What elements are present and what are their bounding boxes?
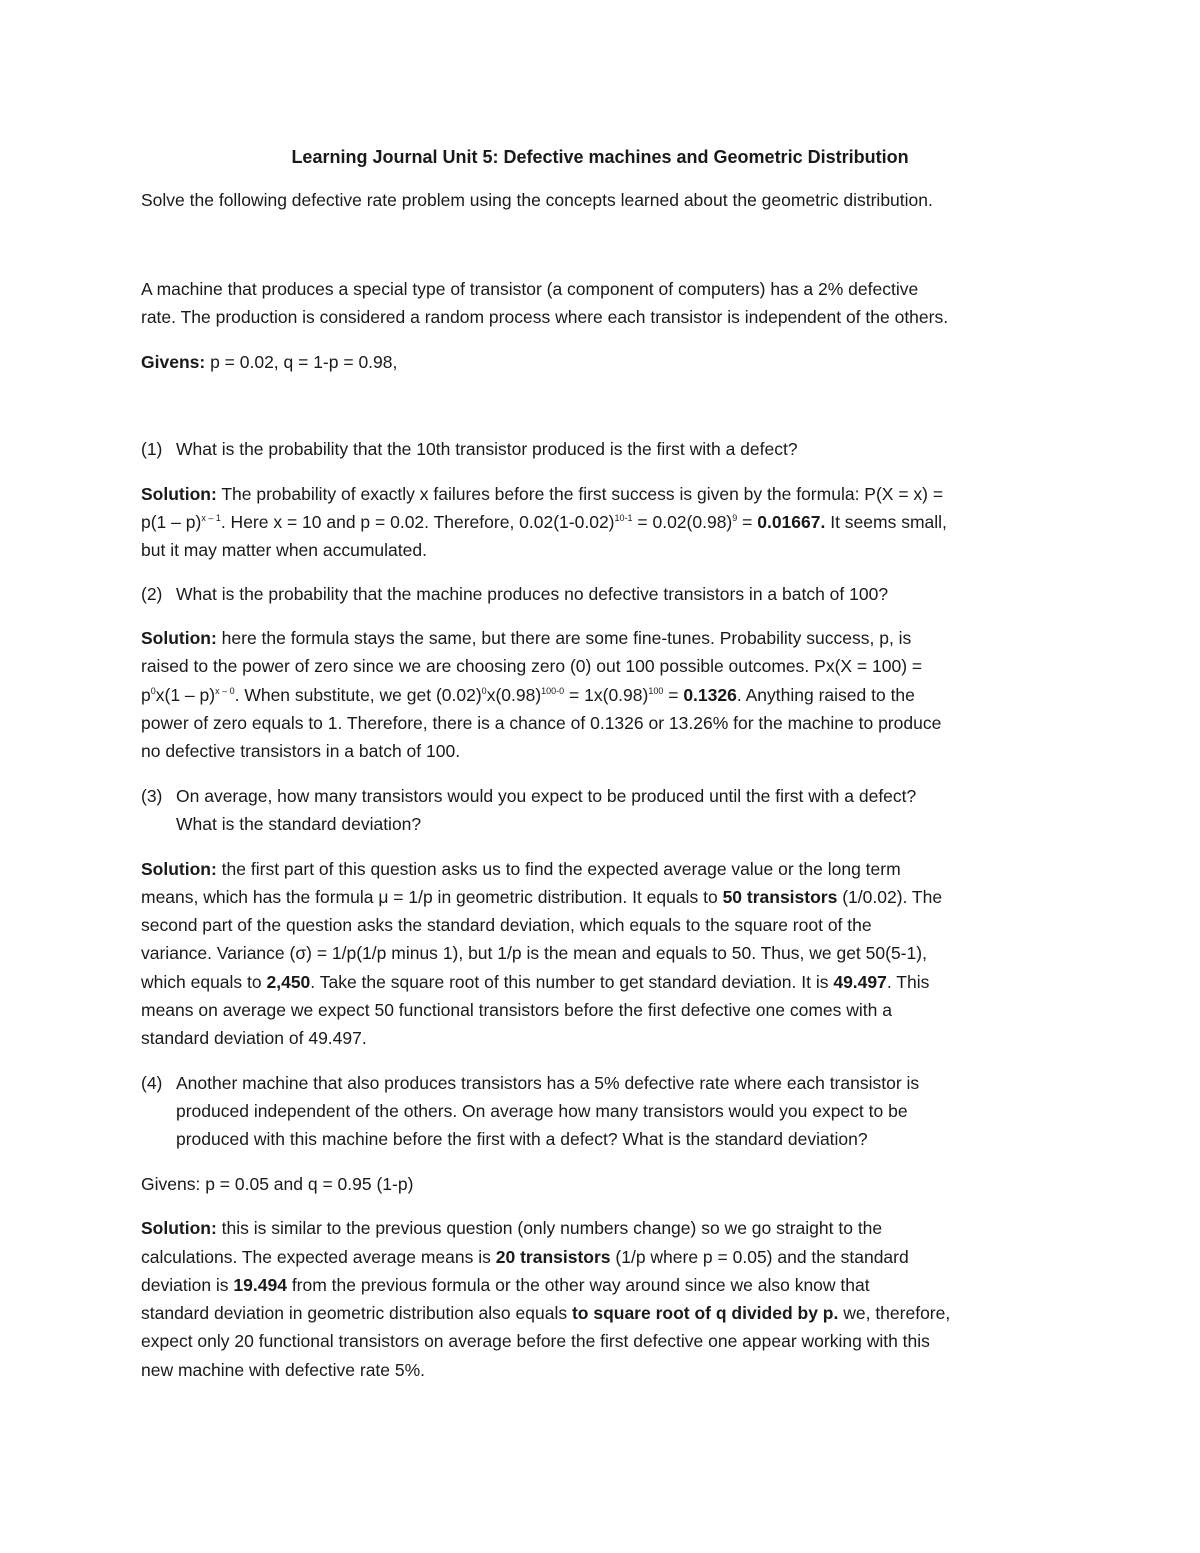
question-1-number: (1) bbox=[141, 439, 163, 459]
solution-3-label: Solution: bbox=[141, 859, 217, 879]
formula-text: p bbox=[141, 685, 151, 705]
answer-3-mean: 50 transistors bbox=[722, 887, 838, 907]
question-4-text-line-3: produced with this machine before the first with a defect? What is the standard deviation? bbox=[176, 1129, 868, 1149]
answer-1-value: 0.01667. bbox=[757, 512, 826, 532]
solution-2-line-3 bbox=[141, 687, 915, 705]
question-4-text-line-1: Another machine that also produces transistors has a 5% defective rate where each transistor is bbox=[176, 1073, 920, 1093]
solution-text: calculations. The expected average means is bbox=[141, 1247, 496, 1267]
solution-4-text: this is similar to the previous question (only numbers change) so we go straight to the bbox=[216, 1218, 883, 1238]
question-4-number: (4) bbox=[141, 1073, 163, 1093]
question-3-number: (3) bbox=[141, 786, 163, 806]
solution-text: (1/p where p = 0.05) and the standard bbox=[610, 1247, 909, 1267]
formula-text: = 1x(0.98) bbox=[564, 685, 649, 705]
page-title: Learning Journal Unit 5: Defective machines and Geometric Distribution bbox=[291, 147, 909, 167]
solution-3-line-7: standard deviation of 49.497. bbox=[141, 1028, 367, 1048]
question-3-text-line-2: What is the standard deviation? bbox=[176, 814, 422, 834]
exponent: 100 bbox=[648, 686, 664, 696]
formula-text: It seems small, bbox=[825, 512, 947, 532]
question-3-text-line-1: On average, how many transistors would you expect to be produced until the first with a defect? bbox=[176, 786, 917, 806]
solution-text: . Take the square root of this number to get standard deviation. It is bbox=[310, 972, 834, 992]
question-4-text-line-2: produced independent of the others. On average how many transistors would you expect to be bbox=[176, 1101, 908, 1121]
answer-4-std-dev: 19.494 bbox=[233, 1275, 287, 1295]
solution-3-text: the first part of this question asks us to find the expected average value or the long term bbox=[216, 859, 901, 879]
formula-text: x(1 – p) bbox=[155, 685, 216, 705]
exponent: x – 0 bbox=[215, 686, 235, 696]
givens-text: p = 0.02, q = 1-p = 0.98, bbox=[205, 352, 398, 372]
solution-4-line-1 bbox=[141, 1220, 882, 1238]
formula-text: = 0.02(0.98) bbox=[632, 512, 733, 532]
answer-2-value: 0.1326 bbox=[683, 685, 737, 705]
solution-text: . This bbox=[886, 972, 930, 992]
solution-4-line-5: expect only 20 functional transistors on average before the first defective one appear working with this bbox=[141, 1331, 930, 1351]
formula-text: p(1 – p) bbox=[141, 512, 202, 532]
solution-3-line-3: second part of the question asks the standard deviation, which equals to the square root of the bbox=[141, 915, 872, 935]
solution-1-line-3: but it may matter when accumulated. bbox=[141, 540, 427, 560]
solution-text: deviation is bbox=[141, 1275, 234, 1295]
emphasized-formula: to square root of q divided by p. bbox=[571, 1303, 839, 1323]
solution-4-line-3 bbox=[141, 1277, 870, 1295]
solution-3-line-2 bbox=[141, 889, 942, 907]
solution-2-label: Solution: bbox=[141, 628, 217, 648]
intro-text: Solve the following defective rate problem using the concepts learned about the geometric distribution. bbox=[141, 190, 933, 210]
exponent: 0 bbox=[150, 686, 156, 696]
problem-text-line-2: rate. The production is considered a random process where each transistor is independent of the others. bbox=[141, 307, 949, 327]
solution-3-line-6: means on average we expect 50 functional transistors before the first defective one comes with a bbox=[141, 1000, 892, 1020]
question-4-givens: Givens: p = 0.05 and q = 0.95 (1-p) bbox=[141, 1174, 414, 1194]
solution-3-line-4: variance. Variance (σ) = 1/p(1/p minus 1), but 1/p is the mean and equals to 50. Thus, we get 50(5-1), bbox=[141, 943, 927, 963]
solution-4-line-6: new machine with defective rate 5%. bbox=[141, 1360, 426, 1380]
formula-text: x(0.98) bbox=[486, 685, 542, 705]
formula-text: . When substitute, we get (0.02) bbox=[234, 685, 482, 705]
solution-1-label: Solution: bbox=[141, 484, 217, 504]
givens-label: Givens: bbox=[141, 352, 206, 372]
solution-1-line-1 bbox=[141, 486, 943, 504]
solution-text: means, which has the formula μ = 1/p in geometric distribution. It equals to bbox=[141, 887, 723, 907]
solution-2-line-2: raised to the power of zero since we are choosing zero (0) out 100 possible outcomes. Px(X = 100) = bbox=[141, 656, 923, 676]
solution-text: which equals to bbox=[141, 972, 267, 992]
solution-4-line-4 bbox=[141, 1305, 950, 1323]
solution-text: we, therefore, bbox=[838, 1303, 951, 1323]
formula-text: = bbox=[663, 685, 684, 705]
formula-text: = bbox=[737, 512, 758, 532]
answer-3-std-dev: 49.497 bbox=[833, 972, 887, 992]
exponent: 100-0 bbox=[541, 686, 565, 696]
solution-4-label: Solution: bbox=[141, 1218, 217, 1238]
problem-text-line-1: A machine that produces a special type of transistor (a component of computers) has a 2% defective bbox=[141, 279, 919, 299]
solution-text: from the previous formula or the other way around since we also know that bbox=[286, 1275, 870, 1295]
answer-4-mean: 20 transistors bbox=[495, 1247, 611, 1267]
solution-text: standard deviation in geometric distribution also equals bbox=[141, 1303, 572, 1323]
solution-2-text: here the formula stays the same, but there are some fine-tunes. Probability success, p, is bbox=[216, 628, 912, 648]
formula-text: . Here x = 10 and p = 0.02. Therefore, 0.02(1-0.02) bbox=[220, 512, 615, 532]
exponent: 0 bbox=[481, 686, 487, 696]
formula-text: . Anything raised to the bbox=[736, 685, 915, 705]
question-2-number: (2) bbox=[141, 584, 163, 604]
givens-line bbox=[141, 354, 397, 372]
solution-3-line-1 bbox=[141, 861, 901, 879]
exponent: 9 bbox=[732, 513, 738, 523]
solution-4-line-2 bbox=[141, 1249, 909, 1267]
solution-text: (1/0.02). The bbox=[837, 887, 943, 907]
solution-2-line-4: power of zero equals to 1. Therefore, there is a chance of 0.1326 or 13.26% for the machine to produce bbox=[141, 713, 942, 733]
question-2-text: What is the probability that the machine produces no defective transistors in a batch of 100? bbox=[176, 584, 889, 604]
question-1-text: What is the probability that the 10th transistor produced is the first with a defect? bbox=[176, 439, 798, 459]
solution-3-line-5 bbox=[141, 974, 929, 992]
exponent: 10-1 bbox=[614, 513, 633, 523]
solution-2-line-5: no defective transistors in a batch of 100. bbox=[141, 741, 461, 761]
answer-3-variance: 2,450 bbox=[266, 972, 311, 992]
solution-1-text: The probability of exactly x failures before the first success is given by the formula: P(X = x) = bbox=[216, 484, 944, 504]
exponent: x – 1 bbox=[201, 513, 221, 523]
solution-1-line-2 bbox=[141, 514, 947, 532]
solution-2-line-1 bbox=[141, 630, 911, 648]
